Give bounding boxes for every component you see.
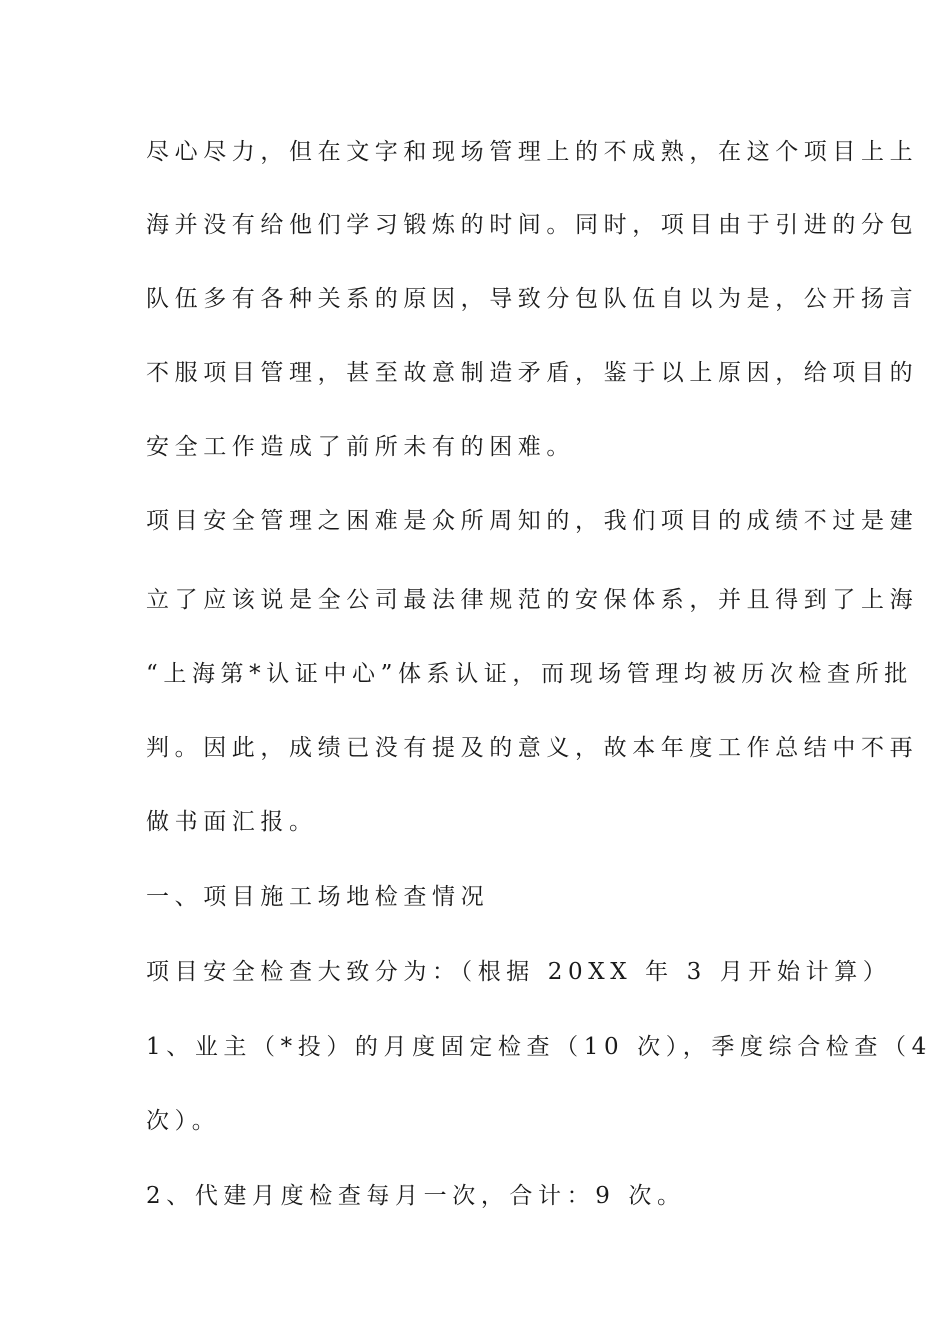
intro-line: 项目安全检查大致分为：（根据 20XX 年 3 月开始计算） <box>146 959 892 985</box>
section-heading: 一、项目施工场地检查情况 <box>146 884 490 910</box>
item-1-line-1: 1、业主（*投）的月度固定检查（10 次），季度综合检查（4 <box>146 1034 932 1060</box>
paragraph-1-line-5: 安全工作造成了前所未有的困难。 <box>146 434 575 460</box>
item-2: 2、代建月度检查每月一次，合计：9 次。 <box>146 1183 686 1209</box>
paragraph-2-line-4: 判。因此，成绩已没有提及的意义，故本年度工作总结中不再 <box>146 735 919 761</box>
paragraph-2-line-1: 项目安全管理之困难是众所周知的，我们项目的成绩不过是建 <box>146 508 919 534</box>
paragraph-1-line-3: 队伍多有各种关系的原因，导致分包队伍自以为是，公开扬言 <box>146 286 919 312</box>
paragraph-1-line-1: 尽心尽力，但在文字和现场管理上的不成熟，在这个项目上上 <box>146 139 919 165</box>
item-1-line-2: 次）。 <box>146 1108 221 1134</box>
paragraph-1-line-2: 海并没有给他们学习锻炼的时间。同时，项目由于引进的分包 <box>146 212 919 238</box>
paragraph-1-line-4: 不服项目管理，甚至故意制造矛盾，鉴于以上原因，给项目的 <box>146 360 919 386</box>
paragraph-2-line-3: “上海第*认证中心”体系认证，而现场管理均被历次检查所批 <box>146 661 913 687</box>
paragraph-2-line-2: 立了应该说是全公司最法律规范的安保体系，并且得到了上海 <box>146 587 919 613</box>
paragraph-2-line-5: 做书面汇报。 <box>146 809 318 835</box>
